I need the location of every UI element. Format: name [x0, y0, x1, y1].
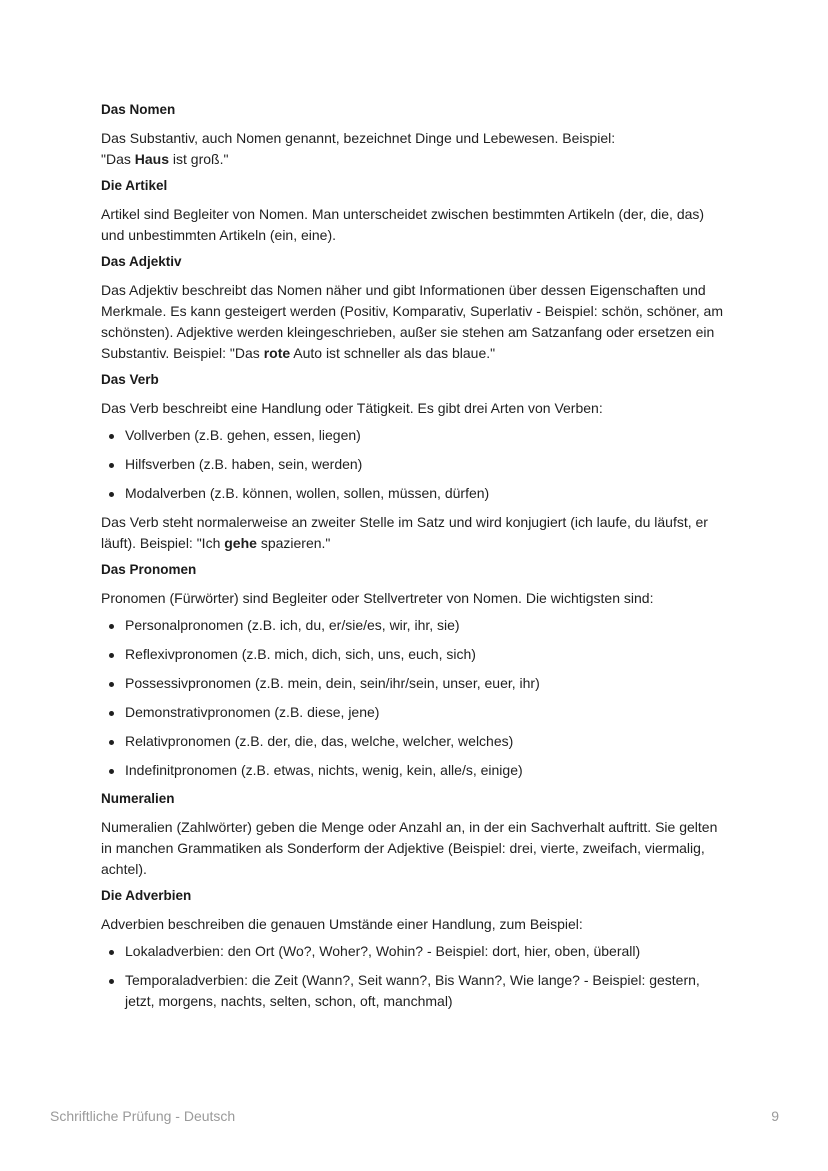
heading-verb: Das Verb: [101, 372, 159, 387]
footer-document-title: Schriftliche Prüfung - Deutsch: [50, 1108, 236, 1124]
verb-text-post: spazieren.": [256, 535, 331, 551]
paragraph-nomen: [101, 128, 731, 170]
list-item: Hilfsverben (z.B. haben, sein, werden): [125, 454, 731, 475]
paragraph-pronomen-intro: Pronomen (Fürwörter) sind Begleiter oder Stellvertreter von Nomen. Die wichtigsten sind:: [101, 590, 654, 606]
nomen-example-post: ist groß.": [169, 151, 229, 167]
list-item: Modalverben (z.B. können, wollen, sollen, müssen, dürfen): [125, 483, 731, 504]
list-adverbien-types: [101, 941, 731, 1012]
list-item: Vollverben (z.B. gehen, essen, liegen): [125, 425, 731, 446]
list-pronomen-types: [101, 615, 731, 781]
list-item: Indefinitpronomen (z.B. etwas, nichts, wenig, kein, alle/s, einige): [125, 760, 731, 781]
list-item: Possessivpronomen (z.B. mein, dein, sein/ihr/sein, unser, euer, ihr): [125, 673, 731, 694]
paragraph-numeralien: Numeralien (Zahlwörter) geben die Menge oder Anzahl an, in der ein Sachverhalt auftritt. Sie gelten in manchen Grammatiken als Sonderform der Adjektive (Beispiel: drei, vierte, zweifach, viermalig, achtel).: [101, 819, 718, 877]
heading-nomen: Das Nomen: [101, 102, 176, 117]
list-item: Demonstrativpronomen (z.B. diese, jene): [125, 702, 731, 723]
verb-example-bold: gehe: [224, 535, 257, 551]
paragraph-adjektiv: [101, 280, 731, 364]
paragraph-verb-position: [101, 512, 731, 554]
nomen-example-pre: "Das: [101, 151, 135, 167]
adjektiv-text-pre: Das Adjektiv beschreibt das Nomen näher und gibt Informationen über dessen Eigenschaften und Merkmale. Es kann gesteigert werden (Positiv, Komparativ, Superlativ - Beispiel: schön, schöner, am schönsten). Adjektive werden kleingeschrieben, außer sie stehen am Satzanfang oder ersetzen ein Substantiv. Beispiel: "Das: [101, 282, 723, 361]
paragraph-artikel: Artikel sind Begleiter von Nomen. Man unterscheidet zwischen bestimmten Artikeln (der, die, das) und unbestimmten Artikeln (ein, eine).: [101, 206, 705, 243]
adjektiv-text-post: Auto ist schneller als das blaue.": [290, 345, 496, 361]
paragraph-verb-intro: Das Verb beschreibt eine Handlung oder Tätigkeit. Es gibt drei Arten von Verben:: [101, 400, 603, 416]
heading-adverbien: Die Adverbien: [101, 888, 192, 903]
list-item: Reflexivpronomen (z.B. mich, dich, sich, uns, euch, sich): [125, 644, 731, 665]
heading-numeralien: Numeralien: [101, 791, 175, 806]
heading-artikel: Die Artikel: [101, 178, 168, 193]
list-item: Personalpronomen (z.B. ich, du, er/sie/es, wir, ihr, sie): [125, 615, 731, 636]
footer-page-number: 9: [771, 1108, 779, 1124]
paragraph-adverbien-intro: Adverbien beschreiben die genauen Umstände einer Handlung, zum Beispiel:: [101, 916, 583, 932]
page-content: [101, 100, 731, 1020]
list-item: Lokaladverbien: den Ort (Wo?, Woher?, Wohin? - Beispiel: dort, hier, oben, überall): [125, 941, 731, 962]
heading-pronomen: Das Pronomen: [101, 562, 197, 577]
nomen-example-bold: Haus: [134, 151, 169, 167]
list-item: Relativpronomen (z.B. der, die, das, welche, welcher, welches): [125, 731, 731, 752]
adjektiv-example-bold: rote: [263, 345, 291, 361]
list-verb-types: [101, 425, 731, 504]
verb-text-pre: Das Verb steht normalerweise an zweiter Stelle im Satz und wird konjugiert (ich laufe, du läufst, er läuft). Beispiel: "Ich: [101, 514, 708, 551]
heading-adjektiv: Das Adjektiv: [101, 254, 182, 269]
nomen-text: Das Substantiv, auch Nomen genannt, bezeichnet Dinge und Lebewesen. Beispiel:: [101, 130, 616, 146]
list-item: Temporaladverbien: die Zeit (Wann?, Seit wann?, Bis Wann?, Wie lange? - Beispiel: gestern, jetzt, morgens, nachts, selten, schon, oft, manchmal): [125, 970, 731, 1012]
